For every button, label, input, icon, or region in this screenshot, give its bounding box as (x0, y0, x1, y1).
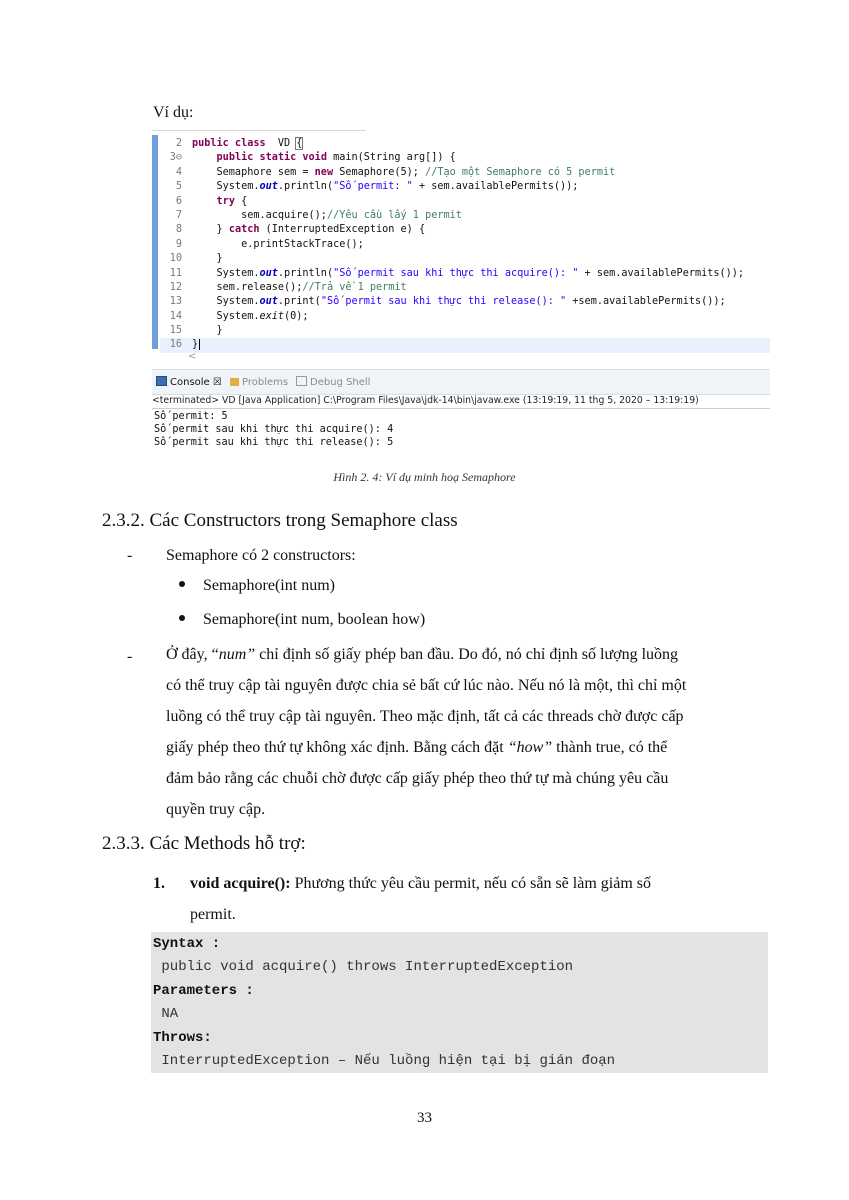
section-heading-2-3-3: 2.3.3. Các Methods hỗ trợ: (102, 833, 306, 854)
method-description (190, 868, 770, 930)
code-token: out (259, 267, 278, 279)
tab-console[interactable]: Console ☒ (156, 376, 222, 390)
console-tab-bar (152, 369, 770, 395)
code-token: //Trả về 1 permit (302, 281, 407, 293)
paragraph-line: quyền truy cập. (166, 801, 266, 818)
line-number: 14 (169, 310, 182, 322)
code-token: System. (192, 181, 260, 193)
code-token: } (192, 253, 223, 265)
bullet-item: Semaphore(int num) (179, 577, 335, 595)
bullet-item: Semaphore(int num, boolean how) (179, 611, 425, 629)
throws-heading: Throws: (153, 1030, 212, 1046)
code-token: main(String arg[]) { (326, 152, 456, 164)
line-number: 6 (175, 195, 182, 207)
console-line: Số permit: 5 (154, 411, 228, 422)
code-line (160, 324, 770, 338)
parameters-value: NA (153, 1006, 179, 1022)
code-token: Semaphore sem = (192, 166, 315, 178)
paragraph-line: Ở đây, “num” chỉ định số giấy phép ban đầu. Do đó, nó chỉ định số lượng luồng (166, 646, 679, 663)
page-number: 33 (417, 1110, 432, 1126)
section-heading-2-3-2: 2.3.2. Các Constructors trong Semaphore class (102, 510, 458, 531)
code-token: + sem.availablePermits()); (412, 181, 579, 193)
horizontal-scroll-indicator[interactable]: < (188, 351, 197, 362)
code-token: (InterruptedException e) { (259, 224, 426, 236)
code-lines (160, 137, 770, 353)
code-token: System. (192, 267, 260, 279)
code-token: "Số permit sau khi thực thi release(): " (320, 296, 567, 308)
console-icon (156, 376, 167, 386)
dash-marker: - (127, 547, 133, 564)
code-token: { (234, 195, 248, 207)
line-number: 4 (175, 166, 182, 178)
line-number: 12 (169, 281, 182, 293)
code-token: out (259, 296, 278, 308)
console-output (154, 410, 393, 449)
code-line (160, 195, 770, 209)
code-token: .println( (277, 267, 334, 279)
paragraph-line: có thể truy cập tài nguyên được chia sẻ bất cứ lúc nào. Nếu nó là một, thì chỉ một (166, 677, 687, 694)
code-line (160, 267, 770, 281)
constructors-intro: Semaphore có 2 constructors: (166, 547, 356, 564)
code-token: "Số permit: " (333, 181, 413, 193)
code-token: new (314, 166, 334, 178)
code-line (160, 238, 770, 252)
code-token: { (296, 138, 303, 149)
code-token: public static void (216, 152, 327, 164)
code-token: VD (265, 138, 297, 149)
code-token: sem.release(); (192, 281, 303, 293)
console-status: <terminated> VD [Java Application] C:\Program Files\Java\jdk-14\bin\javaw.exe (13:19:19, 11 thg 5, 2020 – 13:19:19) (152, 394, 770, 409)
example-label: Ví dụ: (153, 104, 194, 121)
problems-icon (230, 378, 239, 386)
line-number: 3⊖ (169, 152, 182, 164)
code-line (160, 151, 770, 165)
line-number: 8 (175, 224, 182, 236)
code-token: try (216, 195, 235, 207)
code-token: } (192, 224, 229, 236)
line-number: 5 (175, 181, 182, 193)
code-token (192, 152, 217, 163)
line-number: 2 (175, 138, 182, 149)
code-token: public class (192, 138, 266, 149)
line-number: 16 (169, 339, 182, 351)
tab-debug-shell[interactable]: Debug Shell (296, 376, 370, 390)
dash-marker: - (127, 648, 133, 665)
code-token: "Số permit sau khi thực thi acquire(): " (333, 267, 579, 279)
code-line (160, 310, 770, 324)
code-line (160, 223, 770, 237)
console-line: Số permit sau khi thực thi release(): 5 (154, 437, 394, 448)
figure-caption: Hình 2. 4: Ví dụ minh hoạ Semaphore (333, 470, 516, 484)
code-line (160, 295, 770, 309)
tab-problems[interactable]: Problems (230, 376, 288, 390)
eclipse-screenshot (152, 130, 770, 455)
code-token: } (192, 325, 223, 337)
syntax-box (151, 932, 768, 1073)
editor-gutter-marker (152, 135, 158, 349)
bullet-icon (179, 581, 185, 587)
debug-shell-icon (296, 376, 307, 386)
paragraph-line: permit. (190, 906, 236, 923)
line-number: 7 (175, 209, 182, 221)
code-token: Semaphore(5); (333, 166, 426, 178)
code-token: catch (228, 224, 260, 236)
code-token (199, 339, 200, 350)
code-token: //Yêu cầu lấy 1 permit (326, 209, 462, 221)
code-token: (0); (284, 310, 309, 322)
paragraph-line: đảm bảo rằng các chuỗi chờ được cấp giấy phép theo thứ tự mà chúng yêu cầu (166, 770, 669, 787)
paragraph-line: void acquire(): Phương thức yêu cầu permit, nếu có sẵn sẽ làm giảm số (190, 875, 651, 892)
bullet-icon (179, 615, 185, 621)
code-token: +sem.availablePermits()); (566, 296, 726, 308)
line-number: 10 (169, 253, 182, 265)
line-number: 13 (169, 296, 182, 308)
code-token: } (192, 339, 199, 351)
line-number: 11 (169, 267, 182, 279)
paragraph-line: giấy phép theo thứ tự không xác định. Bằng cách đặt “how” thành true, có thể (166, 739, 668, 756)
code-line (160, 252, 770, 266)
console-line: Số permit sau khi thực thi acquire(): 4 (154, 424, 394, 435)
code-token: sem.acquire(); (192, 209, 327, 221)
list-number: 1. (153, 875, 165, 892)
code-line (160, 137, 770, 151)
code-token: e.printStackTrace(); (192, 238, 364, 250)
code-token (192, 196, 217, 207)
code-token: System. (192, 296, 260, 308)
code-token: //Tạo một Semaphore có 5 permit (425, 166, 616, 178)
parameters-heading: Parameters : (153, 983, 254, 999)
line-number: 15 (169, 325, 182, 337)
code-line (160, 338, 770, 352)
constructors-paragraph (166, 639, 771, 825)
code-token: out (259, 181, 278, 193)
paragraph-line: luồng có thể truy cập tài nguyên. Theo mặc định, tất cả các threads chờ được cấp (166, 708, 684, 725)
code-token: .println( (277, 181, 334, 193)
code-editor (152, 130, 770, 369)
line-number: 9 (175, 238, 182, 250)
code-line (160, 281, 770, 295)
syntax-heading: Syntax : (153, 936, 221, 952)
code-line (160, 166, 770, 180)
code-token: + sem.availablePermits()); (578, 267, 745, 279)
code-token: exit (259, 310, 285, 322)
throws-value: InterruptedException – Nếu luồng hiện tại bị gián đoạn (153, 1053, 616, 1069)
syntax-signature: public void acquire() throws InterruptedException (153, 959, 574, 975)
code-token: .print( (277, 296, 321, 308)
code-line (160, 180, 770, 194)
code-token: System. (192, 310, 260, 322)
code-line (160, 209, 770, 223)
